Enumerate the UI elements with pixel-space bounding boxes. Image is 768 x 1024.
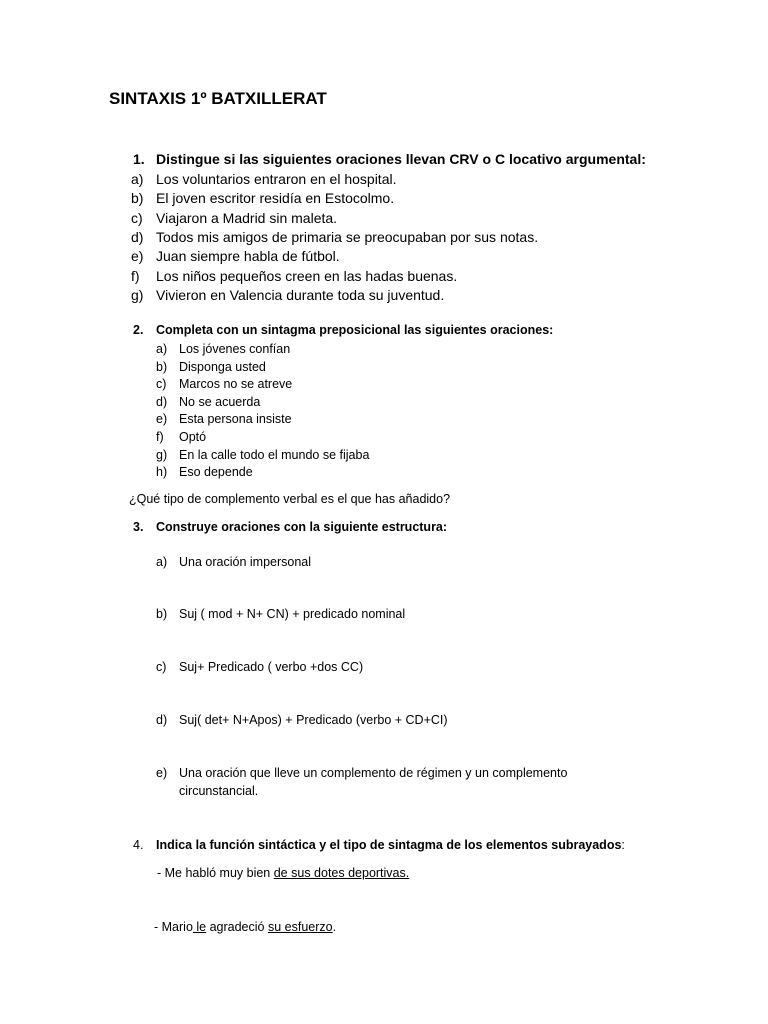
list-item-label: c)	[131, 209, 143, 226]
list-item-label: a)	[156, 342, 168, 356]
list-item-text: Eso depende	[179, 465, 253, 480]
sentence-1-text: - Me habló muy bien	[157, 866, 274, 880]
list-item-text: Suj+ Predicado ( verbo +dos CC)	[179, 660, 364, 674]
list-item-text: Disponga usted	[179, 359, 266, 374]
sentence-2-text-mid: agradeció	[206, 920, 268, 934]
list-item-label: c)	[156, 660, 167, 674]
list-item-text: Viajaron a Madrid sin maleta.	[156, 209, 338, 226]
question-4-sentence-2	[154, 920, 336, 934]
question-2-number: 2.	[133, 323, 144, 337]
list-item-text-continued: circunstancial.	[179, 784, 259, 798]
sentence-2-underlined-1: le	[192, 920, 207, 934]
list-item-label: a)	[131, 171, 144, 187]
question-1	[133, 151, 145, 167]
question-2-followup: ¿Qué tipo de complemento verbal es el que has añadido?	[129, 492, 451, 506]
question-4-prompt-colon: :	[621, 838, 625, 852]
list-item-label: f)	[156, 430, 164, 444]
question-2-prompt: Completa con un sintagma preposicional las siguientes oraciones:	[156, 323, 554, 337]
list-item-text: Vivieron en Valencia durante toda su juventud.	[156, 286, 445, 303]
list-item-label: d)	[156, 394, 168, 409]
question-1-prompt: Distingue si las siguientes oraciones llevan CRV o C locativo argumental:	[156, 151, 646, 167]
question-3-number: 3.	[133, 520, 144, 534]
question-4-sentence-1	[157, 866, 409, 880]
sentence-2-text-start: - Mario	[154, 920, 193, 934]
list-item-text: En la calle todo el mundo se fijaba	[179, 447, 370, 462]
list-item-label: b)	[156, 359, 168, 374]
list-item-text: Optó	[179, 430, 207, 444]
list-item-label: b)	[131, 190, 144, 207]
list-item-text: Una oración impersonal	[179, 555, 312, 569]
list-item-text: Juan siempre habla de fútbol.	[156, 248, 340, 265]
list-item-text: No se acuerda	[179, 394, 261, 409]
list-item-label: e)	[156, 766, 168, 780]
question-4-number: 4.	[133, 838, 144, 852]
question-3-prompt: Construye oraciones con la siguiente estructura:	[156, 520, 448, 534]
list-item-label: b)	[156, 607, 168, 621]
list-item-text: Los niños pequeños creen en las hadas buenas.	[156, 267, 458, 284]
sentence-2-text-end: .	[332, 920, 337, 934]
list-item-label: h)	[156, 465, 168, 480]
sentence-2-underlined-2: su esfuerzo	[267, 920, 333, 934]
list-item-label: f)	[131, 267, 140, 284]
list-item-text: Suj ( mod + N+ CN) + predicado nominal	[179, 607, 406, 621]
list-item-label: g)	[156, 447, 168, 462]
list-item-text: Los voluntarios entraron en el hospital.	[156, 171, 397, 187]
page-title: SINTAXIS 1º BATXILLERAT	[109, 89, 327, 108]
list-item-label: e)	[131, 248, 144, 265]
list-item-label: d)	[156, 713, 168, 727]
list-item-text: Los jóvenes confían	[179, 342, 291, 356]
question-4-prompt-text: Indica la función sintáctica y el tipo de sintagma de los elementos subrayados	[156, 838, 622, 852]
list-item-label: e)	[156, 412, 168, 427]
list-item-text: El joven escritor residía en Estocolmo.	[156, 190, 395, 207]
list-item-text: Una oración que lleve un complemento de régimen y un complemento	[179, 766, 568, 780]
list-item-label: d)	[131, 228, 144, 245]
question-1-number: 1.	[133, 151, 145, 167]
list-item-label: g)	[131, 286, 144, 303]
question-4-prompt	[156, 838, 625, 852]
list-item-label: c)	[156, 377, 167, 392]
list-item-text: Marcos no se atreve	[179, 377, 293, 392]
list-item-text: Suj( det+ N+Apos) + Predicado (verbo + CD+CI)	[179, 713, 448, 727]
list-item-text: Todos mis amigos de primaria se preocupaban por sus notas.	[156, 228, 539, 245]
sentence-1-underlined: de sus dotes deportivas.	[273, 866, 410, 880]
list-item-text: Esta persona insiste	[179, 412, 292, 427]
list-item-label: a)	[156, 555, 168, 569]
